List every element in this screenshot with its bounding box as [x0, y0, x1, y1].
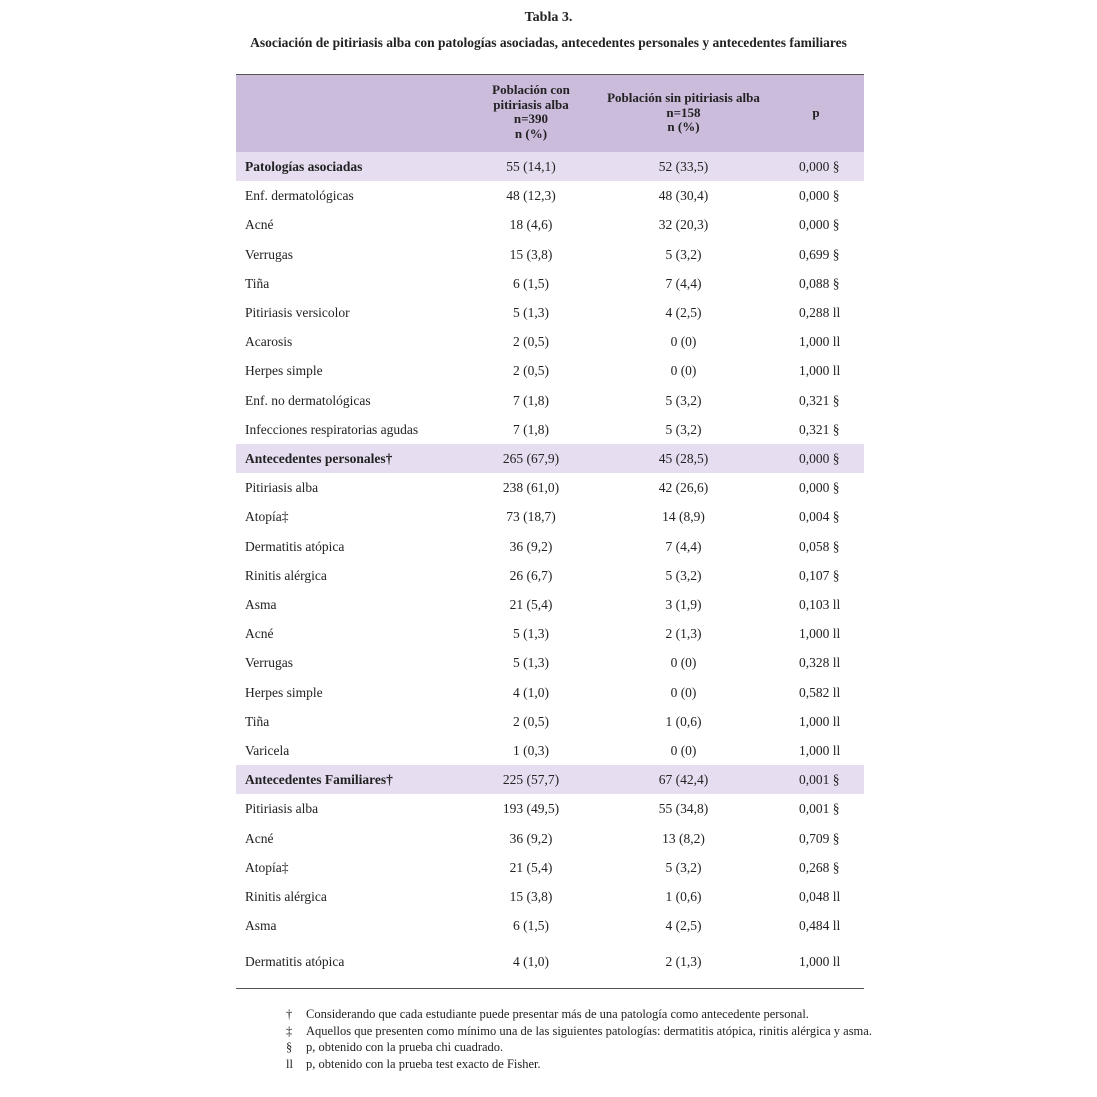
table-row: [236, 181, 864, 210]
cell-p-value: 0,582 ll: [799, 684, 841, 700]
row-label: Rinitis alérgica: [245, 889, 327, 904]
table-row: [236, 415, 864, 444]
cell-p-value: 0,000 §: [799, 451, 840, 466]
cell-con-pitiriasis: 238 (61,0): [502, 480, 560, 496]
cell-sin-pitiriasis: 1 (0,6): [665, 889, 702, 904]
cell-p-value: 0,268 §: [799, 859, 840, 875]
footnote-text: Considerando que cada estudiante puede presentar más de una patología como antecedente personal.: [306, 1007, 809, 1021]
cell-p-value: 0,058 §: [799, 538, 840, 554]
header-col-sin-pitiriasis: [596, 91, 771, 135]
row-label: Tiña: [245, 275, 270, 291]
footnotes: [286, 1006, 876, 1072]
row-label: Enf. dermatológicas: [245, 188, 354, 204]
cell-sin-pitiriasis: 5 (3,2): [665, 567, 702, 583]
table-row: [236, 678, 864, 707]
cell-sin-pitiriasis: 2 (1,3): [665, 954, 702, 970]
footnote-text: p, obtenido con la prueba test exacto de Fisher.: [306, 1056, 541, 1071]
row-label: Enf. no dermatológicas: [245, 392, 371, 408]
cell-sin-pitiriasis: 48 (30,4): [658, 188, 709, 204]
table-row: [236, 794, 864, 823]
cell-sin-pitiriasis: 0 (0): [670, 743, 697, 758]
cell-p-value: 1,000 ll: [799, 626, 841, 642]
cell-p-value: 1,000 ll: [799, 954, 841, 970]
table-title: Tabla 3.: [524, 10, 573, 25]
footnote-dagger: [286, 1006, 876, 1023]
cell-sin-pitiriasis: 7 (4,4): [665, 275, 702, 291]
cell-con-pitiriasis: 4 (1,0): [513, 684, 549, 700]
footnote-text: p, obtenido con la prueba chi cuadrado.: [306, 1040, 504, 1054]
footnote-double-dagger: [286, 1023, 876, 1040]
cell-sin-pitiriasis: 0 (0): [670, 363, 697, 379]
header-col-p: p: [812, 105, 820, 120]
cell-sin-pitiriasis: 0 (0): [670, 334, 697, 350]
cell-con-pitiriasis: 6 (1,5): [513, 275, 549, 291]
cell-sin-pitiriasis: 42 (26,6): [658, 480, 709, 496]
row-label: Dermatitis atópica: [245, 538, 345, 554]
cell-con-pitiriasis: 7 (1,8): [513, 392, 549, 408]
cell-con-pitiriasis: 5 (1,3): [513, 655, 549, 671]
cell-sin-pitiriasis: 4 (2,5): [665, 305, 702, 320]
cell-con-pitiriasis: 36 (9,2): [509, 538, 553, 554]
table-row: [236, 210, 864, 239]
cell-sin-pitiriasis: 55 (34,8): [658, 801, 709, 817]
cell-p-value: 0,000 §: [799, 159, 840, 174]
cell-sin-pitiriasis: 5 (3,2): [665, 859, 702, 875]
cell-con-pitiriasis: 48 (12,3): [506, 188, 556, 204]
header-line: n (%): [667, 119, 700, 134]
cell-sin-pitiriasis: 14 (8,9): [662, 509, 705, 525]
cell-p-value: 1,000 ll: [799, 713, 841, 729]
row-label: Patologías asociadas: [245, 159, 363, 174]
row-label: Verrugas: [245, 655, 293, 671]
row-label: Rinitis alérgica: [245, 567, 327, 583]
row-label: Atopía‡: [245, 859, 289, 875]
table-row: [236, 473, 864, 502]
table-row: [236, 824, 864, 853]
cell-p-value: 0,328 ll: [799, 655, 841, 671]
cell-sin-pitiriasis: 52 (33,5): [658, 159, 709, 174]
cell-con-pitiriasis: 15 (3,8): [509, 889, 553, 904]
cell-p-value: 0,107 §: [799, 567, 840, 583]
cell-con-pitiriasis: 15 (3,8): [509, 246, 553, 262]
row-label: Antecedentes Familiares†: [245, 772, 393, 788]
cell-p-value: 0,699 §: [799, 246, 840, 262]
table-row: [236, 853, 864, 882]
row-label: Asma: [245, 597, 277, 612]
row-label: Antecedentes personales†: [245, 451, 393, 466]
cell-sin-pitiriasis: 13 (8,2): [662, 830, 705, 846]
cell-p-value: 0,288 ll: [799, 305, 841, 320]
footnote-symbol: ‡: [286, 1023, 293, 1038]
footnote-symbol: §: [286, 1040, 293, 1054]
table-row: [236, 298, 864, 327]
cell-con-pitiriasis: 21 (5,4): [509, 597, 553, 612]
cell-con-pitiriasis: 5 (1,3): [513, 626, 549, 642]
row-label: Varicela: [245, 743, 290, 758]
row-label: Dermatitis atópica: [245, 954, 345, 970]
cell-sin-pitiriasis: 67 (42,4): [658, 772, 709, 788]
cell-p-value: 0,004 §: [799, 509, 840, 525]
cell-sin-pitiriasis: 2 (1,3): [665, 626, 702, 642]
row-label: Atopía‡: [245, 509, 289, 525]
row-label: Acné: [245, 830, 274, 846]
data-table: [236, 74, 864, 970]
table-row: [236, 947, 864, 976]
cell-con-pitiriasis: 2 (0,5): [513, 713, 549, 729]
cell-p-value: 0,000 §: [799, 217, 840, 233]
row-label: Herpes simple: [245, 363, 323, 379]
cell-p-value: 0,000 §: [799, 188, 840, 204]
cell-con-pitiriasis: 55 (14,1): [506, 159, 556, 174]
cell-con-pitiriasis: 6 (1,5): [513, 918, 549, 934]
section-row: [236, 765, 864, 794]
table-row: [236, 882, 864, 911]
cell-con-pitiriasis: 1 (0,3): [513, 743, 549, 758]
footnote-text: Aquellos que presenten como mínimo una de las siguientes patologías: dermatitis atópica, rinitis alérgica y asma.: [306, 1023, 872, 1038]
row-label: Tiña: [245, 713, 270, 729]
cell-sin-pitiriasis: 0 (0): [670, 655, 697, 671]
header-line: n=158: [666, 104, 701, 120]
row-label: Verrugas: [245, 246, 293, 262]
table-row: [236, 502, 864, 531]
cell-sin-pitiriasis: 7 (4,4): [665, 538, 702, 554]
footnote-symbol: †: [286, 1007, 293, 1021]
cell-sin-pitiriasis: 0 (0): [670, 684, 697, 700]
cell-sin-pitiriasis: 5 (3,2): [665, 421, 702, 437]
cell-sin-pitiriasis: 32 (20,3): [658, 217, 709, 233]
header-line: Población con: [492, 82, 570, 97]
table-row: [236, 386, 864, 415]
cell-con-pitiriasis: 5 (1,3): [513, 305, 549, 320]
cell-sin-pitiriasis: 5 (3,2): [665, 246, 702, 262]
cell-p-value: 0,321 §: [799, 421, 840, 437]
table-row: [236, 356, 864, 385]
table-row: [236, 736, 864, 765]
row-label: Acarosis: [245, 334, 293, 350]
header-line: n=390: [513, 111, 549, 126]
cell-con-pitiriasis: 4 (1,0): [513, 954, 549, 970]
cell-p-value: 0,001 §: [799, 801, 840, 817]
header-line: n (%): [514, 125, 548, 141]
table-row: [236, 911, 864, 940]
cell-con-pitiriasis: 18 (4,6): [509, 217, 553, 233]
table-row: [236, 327, 864, 356]
cell-con-pitiriasis: 21 (5,4): [509, 859, 553, 875]
section-row: [236, 152, 864, 181]
header-line: pitiriasis alba: [493, 96, 569, 112]
cell-p-value: 1,000 ll: [799, 363, 841, 379]
table-row: [236, 240, 864, 269]
cell-p-value: 0,484 ll: [799, 918, 841, 934]
table-subtitle: Asociación de pitiriasis alba con patologías asociadas, antecedentes personales y antecedentes familiares: [250, 35, 847, 50]
table-row: [236, 590, 864, 619]
cell-sin-pitiriasis: 1 (0,6): [665, 713, 702, 729]
header-line: Población sin pitiriasis alba: [607, 90, 760, 105]
footnote-section: [286, 1039, 876, 1056]
cell-p-value: 0,001 §: [799, 772, 840, 788]
cell-sin-pitiriasis: 3 (1,9): [665, 597, 702, 612]
cell-p-value: 1,000 ll: [799, 334, 841, 350]
cell-con-pitiriasis: 7 (1,8): [513, 421, 549, 437]
cell-con-pitiriasis: 73 (18,7): [506, 509, 556, 525]
table-row: [236, 532, 864, 561]
row-label: Acné: [245, 626, 274, 642]
footnote-symbol: ll: [286, 1056, 293, 1071]
cell-con-pitiriasis: 2 (0,5): [513, 334, 549, 350]
row-label: Asma: [245, 918, 277, 934]
cell-p-value: 0,048 ll: [799, 889, 841, 904]
row-label: Pitiriasis alba: [245, 801, 319, 817]
header-col-con-pitiriasis: [476, 83, 586, 141]
table-row: [236, 561, 864, 590]
cell-sin-pitiriasis: 5 (3,2): [665, 392, 702, 408]
table-row: [236, 648, 864, 677]
cell-p-value: 0,321 §: [799, 392, 840, 408]
cell-con-pitiriasis: 26 (6,7): [509, 567, 553, 583]
footnote-fisher: [286, 1056, 876, 1073]
section-row: [236, 444, 864, 473]
table-header: [236, 74, 864, 152]
cell-sin-pitiriasis: 4 (2,5): [665, 918, 702, 934]
cell-p-value: 0,088 §: [799, 275, 840, 291]
cell-con-pitiriasis: 225 (57,7): [502, 772, 560, 788]
cell-sin-pitiriasis: 45 (28,5): [658, 451, 709, 466]
table-row: [236, 269, 864, 298]
row-label: Herpes simple: [245, 684, 323, 700]
cell-con-pitiriasis: 193 (49,5): [502, 801, 560, 817]
cell-p-value: 0,709 §: [799, 830, 840, 846]
cell-p-value: 0,000 §: [799, 480, 840, 496]
row-label: Infecciones respiratorias agudas: [245, 421, 419, 437]
cell-p-value: 0,103 ll: [799, 597, 841, 612]
table-row: [236, 707, 864, 736]
table-bottom-rule: [236, 988, 864, 989]
table-row: [236, 619, 864, 648]
cell-con-pitiriasis: 265 (67,9): [502, 451, 560, 466]
row-label: Pitiriasis versicolor: [245, 305, 350, 320]
row-label: Pitiriasis alba: [245, 480, 319, 496]
row-label: Acné: [245, 217, 274, 233]
cell-p-value: 1,000 ll: [799, 743, 841, 758]
cell-con-pitiriasis: 2 (0,5): [513, 363, 549, 379]
cell-con-pitiriasis: 36 (9,2): [509, 830, 553, 846]
